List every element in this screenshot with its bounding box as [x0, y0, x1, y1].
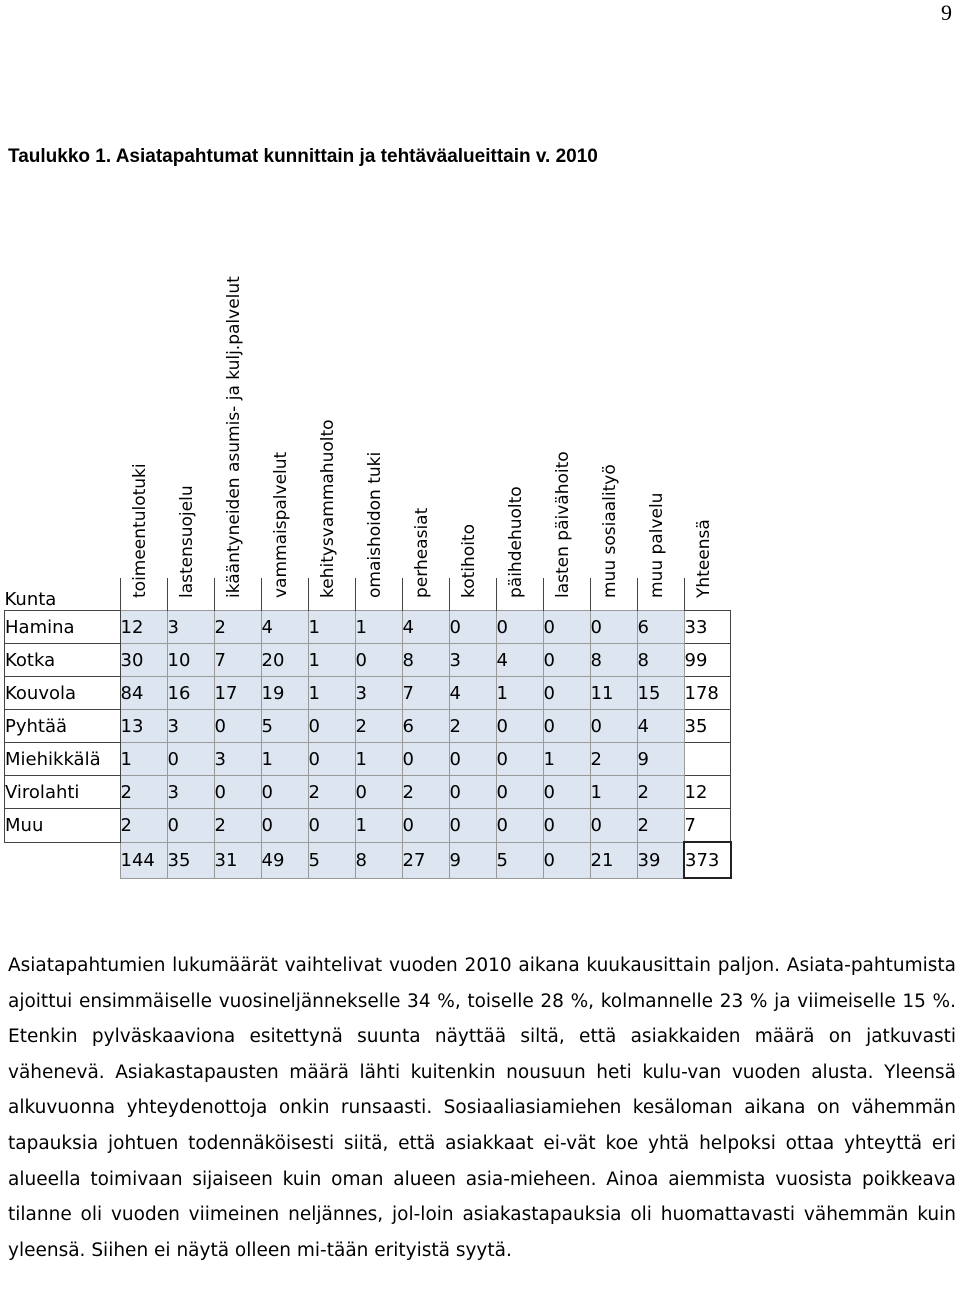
table-cell: 8: [637, 644, 684, 677]
row-name: Kouvola: [5, 677, 121, 710]
table-cell: 3: [449, 644, 496, 677]
table-row: [5, 776, 731, 809]
table-cell: 6: [637, 611, 684, 644]
table-cell: 2: [402, 776, 449, 809]
data-table: [4, 276, 732, 879]
column-total-cell: 5: [308, 842, 355, 878]
table-cell: 2: [590, 743, 637, 776]
table-cell: 2: [120, 809, 167, 843]
table-cell: 1: [120, 743, 167, 776]
column-total-cell: 35: [167, 842, 214, 878]
column-total-cell: 21: [590, 842, 637, 878]
row-total-cell: 178: [684, 677, 731, 710]
table-cell: 15: [637, 677, 684, 710]
table-cell: 1: [308, 611, 355, 644]
table-cell: 1: [496, 677, 543, 710]
table-cell: 13: [120, 710, 167, 743]
row-header-kunta: Kunta: [4, 589, 57, 610]
table-cell: 4: [496, 644, 543, 677]
table-cell: 2: [214, 809, 261, 843]
table-cell: 0: [449, 611, 496, 644]
col-header: muu palvelu: [637, 578, 684, 611]
row-name: Virolahti: [5, 776, 121, 809]
table-cell: 0: [496, 611, 543, 644]
table-cell: 17: [214, 677, 261, 710]
table-cell: 3: [167, 611, 214, 644]
table-cell: 0: [496, 809, 543, 843]
row-total-cell: [684, 743, 731, 776]
column-total-cell: 49: [261, 842, 308, 878]
table-cell: 0: [214, 710, 261, 743]
table-cell: 4: [637, 710, 684, 743]
table-cell: 7: [214, 644, 261, 677]
table-cell: 12: [120, 611, 167, 644]
table-cell: 2: [637, 776, 684, 809]
table-cell: 20: [261, 644, 308, 677]
table-cell: 1: [308, 644, 355, 677]
col-header: kehitysvammahuolto: [308, 578, 355, 611]
table-cell: 2: [449, 710, 496, 743]
table-cell: 2: [214, 611, 261, 644]
table-cell: 0: [449, 776, 496, 809]
table-cell: 6: [402, 710, 449, 743]
table-cell: 2: [637, 809, 684, 843]
table-cell: 0: [167, 743, 214, 776]
table-cell: 0: [449, 743, 496, 776]
column-total-cell: 5: [496, 842, 543, 878]
table-cell: 4: [449, 677, 496, 710]
table-cell: 8: [590, 644, 637, 677]
table-cell: 9: [637, 743, 684, 776]
table-cell: 1: [355, 611, 402, 644]
grand-total-cell: 373: [684, 842, 731, 878]
row-name: Pyhtää: [5, 710, 121, 743]
table-cell: 11: [590, 677, 637, 710]
table-cell: 8: [402, 644, 449, 677]
table-cell: 1: [261, 743, 308, 776]
column-total-cell: 8: [355, 842, 402, 878]
col-header: lasten päivähoito: [543, 578, 590, 611]
table-cell: 3: [167, 776, 214, 809]
col-header: perheasiat: [402, 578, 449, 611]
table-cell: 0: [590, 809, 637, 843]
col-header: kotihoito: [449, 578, 496, 611]
table-cell: 1: [355, 809, 402, 843]
table-row: [5, 611, 731, 644]
totals-row: [5, 842, 731, 878]
table-cell: 1: [543, 743, 590, 776]
row-total-cell: 99: [684, 644, 731, 677]
table-cell: 0: [308, 710, 355, 743]
col-header: Yhteensä: [684, 578, 731, 611]
table-cell: 0: [496, 710, 543, 743]
table-cell: 0: [261, 776, 308, 809]
row-name: Miehikkälä: [5, 743, 121, 776]
table-cell: 0: [214, 776, 261, 809]
table-cell: 0: [543, 776, 590, 809]
table-cell: 0: [167, 809, 214, 843]
table-row: [5, 644, 731, 677]
col-header: lastensuojelu: [167, 578, 214, 611]
table-cell: 5: [261, 710, 308, 743]
table-cell: 0: [355, 644, 402, 677]
table-cell: 1: [590, 776, 637, 809]
table-cell: 2: [308, 776, 355, 809]
table-row: [5, 809, 731, 843]
table-cell: 4: [261, 611, 308, 644]
table-cell: 7: [402, 677, 449, 710]
table-cell: 16: [167, 677, 214, 710]
row-total-cell: 33: [684, 611, 731, 644]
table-cell: 0: [355, 776, 402, 809]
table-cell: 2: [120, 776, 167, 809]
table-cell: 0: [590, 710, 637, 743]
table-cell: 19: [261, 677, 308, 710]
row-total-cell: 12: [684, 776, 731, 809]
table-cell: 3: [214, 743, 261, 776]
col-header: päihdehuolto: [496, 578, 543, 611]
col-header: muu sosiaalityö: [590, 578, 637, 611]
table-cell: 0: [543, 611, 590, 644]
column-total-cell: 0: [543, 842, 590, 878]
body-paragraph: Asiatapahtumien lukumäärät vaihtelivat vuoden 2010 aikana kuukausittain paljon. Asiata-pahtumista ajoittui ensimmäiselle vuosineljännekselle 34 %, toiselle 28 %, kolmannelle 23 % ja viimeiselle 15 %. Etenkin pylväskaaviona esitettynä suunta näyttää siltä, että asiakkaiden määrä on jatkuvasti vähenevä. Asiakastapausten määrä lähti kuitenkin nousuun heti kulu-van vuoden alusta. Yleensä alkuvuonna yhteydenottoja onkin runsaasti. Sosiaaliasiamiehen kesäloman aikana on vähemmän tapauksia johtuen todennäköisesti siitä, että asiakkaat ei-vät koe yhtä helpoksi ottaa yhteyttä eri alueella toimivaan sijaiseen kuin oman alueen asia-mieheen. Ainoa aiemmista vuosista poikkeava tilanne oli vuoden viimeinen neljännes, jol-loin asiakastapauksia oli huomattavasti vähemmän kuin yleensä. Siihen ei näytä olleen mi-tään erityistä syytä.: [8, 955, 956, 1261]
totals-row-blank: [5, 842, 121, 878]
table-cell: 84: [120, 677, 167, 710]
table-cell: 0: [308, 743, 355, 776]
table-cell: 0: [543, 710, 590, 743]
row-name: Hamina: [5, 611, 121, 644]
col-header: ikääntyneiden asumis- ja kulj.palvelut: [214, 578, 261, 611]
table-row: [5, 710, 731, 743]
table-cell: 0: [402, 809, 449, 843]
column-total-cell: 9: [449, 842, 496, 878]
table-header-row: [5, 578, 731, 611]
table-cell: 0: [590, 611, 637, 644]
table-cell: 0: [496, 776, 543, 809]
col-header: vammaispalvelut: [261, 578, 308, 611]
table-cell: 30: [120, 644, 167, 677]
row-name: Muu: [5, 809, 121, 843]
col-header: toimeentulotuki: [120, 578, 167, 611]
column-total-cell: 144: [120, 842, 167, 878]
table-cell: 4: [402, 611, 449, 644]
table-cell: 10: [167, 644, 214, 677]
table-cell: 0: [543, 809, 590, 843]
table-cell: 1: [308, 677, 355, 710]
table-row: [5, 743, 731, 776]
table-caption: Taulukko 1. Asiatapahtumat kunnittain ja tehtäväalueittain v. 2010: [8, 146, 598, 167]
table-cell: 3: [355, 677, 402, 710]
row-total-cell: 7: [684, 809, 731, 843]
table-cell: 0: [402, 743, 449, 776]
table-cell: 0: [543, 677, 590, 710]
column-total-cell: 39: [637, 842, 684, 878]
table-cell: 0: [496, 743, 543, 776]
col-header: omaishoidon tuki: [355, 578, 402, 611]
table-cell: 0: [308, 809, 355, 843]
row-total-cell: 35: [684, 710, 731, 743]
page-number: 9: [941, 0, 952, 25]
column-total-cell: 31: [214, 842, 261, 878]
table-cell: 0: [261, 809, 308, 843]
row-name: Kotka: [5, 644, 121, 677]
table-cell: 0: [543, 644, 590, 677]
table-row: [5, 677, 731, 710]
column-total-cell: 27: [402, 842, 449, 878]
table-cell: 1: [355, 743, 402, 776]
table-cell: 3: [167, 710, 214, 743]
table-cell: 0: [449, 809, 496, 843]
table-cell: 2: [355, 710, 402, 743]
